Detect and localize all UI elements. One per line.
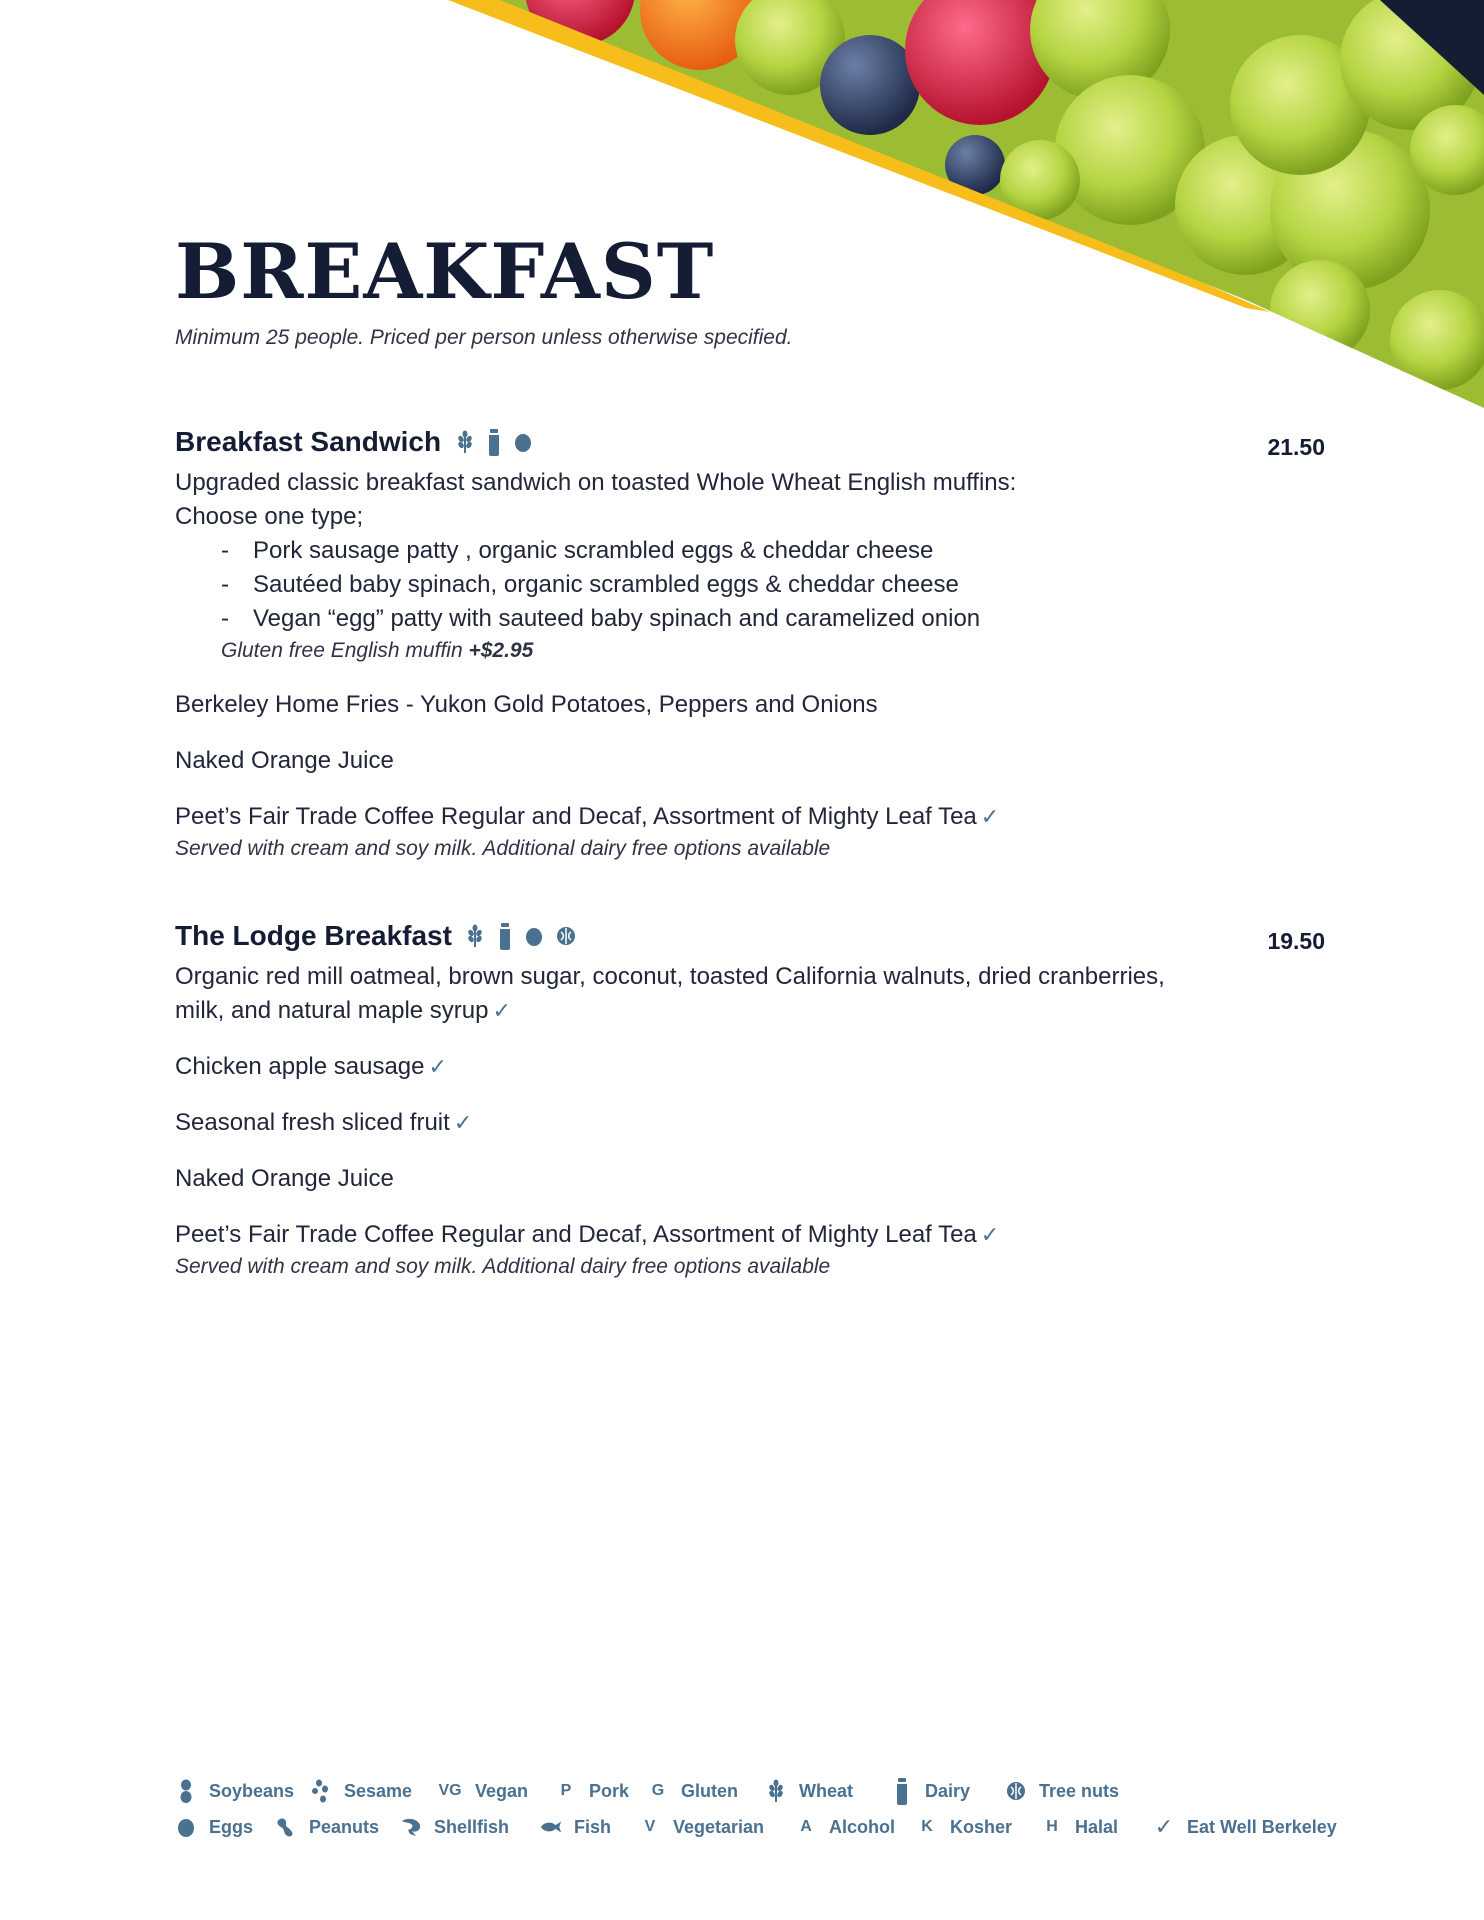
sesame-icon	[310, 1779, 332, 1803]
peanut-icon	[275, 1815, 297, 1839]
shrimp-icon	[400, 1815, 422, 1839]
legend-item-eggs: Eggs	[175, 1812, 253, 1842]
section-breakfast-sandwich	[175, 426, 1325, 864]
menu-item: Naked Orange Juice	[175, 1165, 394, 1192]
option-item	[175, 568, 1325, 602]
wheat-icon	[765, 1779, 787, 1803]
legend-item-wheat: Wheat	[765, 1776, 853, 1806]
option-text: Sautéed baby spinach, organic scrambled eggs & cheddar cheese	[253, 571, 959, 598]
menu-item-text: Peet’s Fair Trade Coffee Regular and Decaf, Assortment of Mighty Leaf Tea	[175, 1221, 977, 1248]
eat-well-check-icon: ✓	[492, 998, 511, 1023]
legend-item-shellfish: Shellfish	[400, 1812, 509, 1842]
legend-item-fish: Fish	[540, 1812, 611, 1842]
section-description-2: Choose one type;	[175, 503, 364, 530]
legend-row-1	[175, 1776, 1355, 1812]
menu-item	[175, 1106, 1325, 1140]
eat-well-check-icon: ✓	[428, 1054, 447, 1079]
egg-icon	[175, 1815, 197, 1839]
menu-item: Naked Orange Juice	[175, 747, 394, 774]
option-text: Vegan “egg” patty with sauteed baby spinach and caramelized onion	[253, 605, 981, 632]
egg-icon	[525, 925, 543, 947]
allergen-legend	[175, 1776, 1355, 1848]
tree-nut-icon	[556, 926, 576, 946]
section-title: Breakfast Sandwich	[175, 426, 442, 457]
kosher-letter-icon: K	[921, 1818, 933, 1835]
option-text: Pork sausage patty , organic scrambled eggs & cheddar cheese	[253, 537, 934, 564]
legend-item-vegetarian: V Vegetarian	[639, 1812, 764, 1842]
legend-item-pork: P Pork	[555, 1776, 629, 1806]
option-dash: -	[221, 605, 229, 632]
option-dash: -	[221, 537, 229, 564]
section-footnote: Served with cream and soy milk. Additional dairy free options available	[175, 837, 831, 860]
menu-item-text: Chicken apple sausage	[175, 1053, 425, 1080]
vegan-letter-icon: VG	[438, 1782, 462, 1799]
legend-item-tree-nuts: Tree nuts	[1005, 1776, 1119, 1806]
legend-item-alcohol: A Alcohol	[795, 1812, 895, 1842]
section-price: 19.50	[1267, 928, 1325, 954]
eat-well-check-icon: ✓	[980, 1222, 1000, 1247]
gluten-letter-icon: G	[651, 1782, 665, 1799]
legend-item-halal: H Halal	[1041, 1812, 1118, 1842]
pork-letter-icon: P	[560, 1782, 572, 1799]
dairy-icon	[486, 428, 502, 456]
tree-nut-icon	[1005, 1779, 1027, 1803]
section-header	[175, 426, 1325, 466]
dairy-icon	[497, 922, 513, 950]
section-lodge-breakfast	[175, 920, 1325, 1282]
halal-letter-icon: H	[1046, 1818, 1058, 1835]
option-dash: -	[221, 571, 229, 598]
legend-item-dairy: Dairy	[891, 1776, 970, 1806]
eat-well-check-icon: ✓	[453, 1110, 473, 1135]
page-title: BREAKFAST	[175, 227, 715, 316]
legend-item-gluten: G Gluten	[647, 1776, 738, 1806]
allergen-icons	[466, 922, 583, 950]
menu-item-text: Seasonal fresh sliced fruit	[175, 1109, 450, 1136]
dairy-icon	[891, 1779, 913, 1803]
eat-well-check-icon: ✓	[980, 804, 1000, 829]
wheat-icon	[466, 924, 484, 948]
vegetarian-letter-icon: V	[644, 1818, 656, 1835]
section-footnote: Served with cream and soy milk. Additional dairy free options available	[175, 1255, 831, 1278]
gluten-free-note	[175, 636, 1325, 666]
page-subtitle: Minimum 25 people. Priced per person unless otherwise specified.	[175, 326, 793, 349]
menu-item-coffee	[175, 800, 1325, 834]
wheat-icon	[456, 430, 474, 454]
legend-row-2	[175, 1812, 1355, 1848]
section-description-2	[175, 994, 1325, 1028]
section-description: Organic red mill oatmeal, brown sugar, coconut, toasted California walnuts, dried cranberries,	[175, 963, 1165, 990]
option-item	[175, 602, 1325, 636]
section-header	[175, 920, 1325, 960]
allergen-icons	[456, 428, 541, 456]
soybean-icon	[175, 1779, 197, 1803]
alcohol-letter-icon: A	[800, 1818, 812, 1835]
legend-item-sesame: Sesame	[310, 1776, 412, 1806]
check-icon: ✓	[1154, 1814, 1174, 1839]
legend-item-peanuts: Peanuts	[275, 1812, 379, 1842]
fruit-corner-image	[0, 0, 1484, 420]
section-title: The Lodge Breakfast	[175, 920, 452, 951]
section-price: 21.50	[1267, 434, 1325, 460]
egg-icon	[514, 431, 532, 453]
menu-item-text: Peet’s Fair Trade Coffee Regular and Decaf, Assortment of Mighty Leaf Tea	[175, 803, 977, 830]
option-item	[175, 534, 1325, 568]
description-text: milk, and natural maple syrup	[175, 997, 489, 1024]
gf-note-price: +$2.95	[468, 639, 534, 662]
gf-note-text: Gluten free English muffin	[221, 639, 463, 662]
section-description: Upgraded classic breakfast sandwich on toasted Whole Wheat English muffins:	[175, 469, 1017, 496]
legend-item-vegan: VG Vegan	[437, 1776, 528, 1806]
menu-item: Berkeley Home Fries - Yukon Gold Potatoes, Peppers and Onions	[175, 691, 878, 718]
legend-item-kosher: K Kosher	[916, 1812, 1012, 1842]
legend-item-soybeans: Soybeans	[175, 1776, 294, 1806]
fish-icon	[540, 1815, 562, 1839]
legend-item-eat-well-berkeley: ✓ Eat Well Berkeley	[1154, 1814, 1337, 1839]
menu-item-coffee	[175, 1218, 1325, 1252]
menu-item	[175, 1050, 1325, 1084]
